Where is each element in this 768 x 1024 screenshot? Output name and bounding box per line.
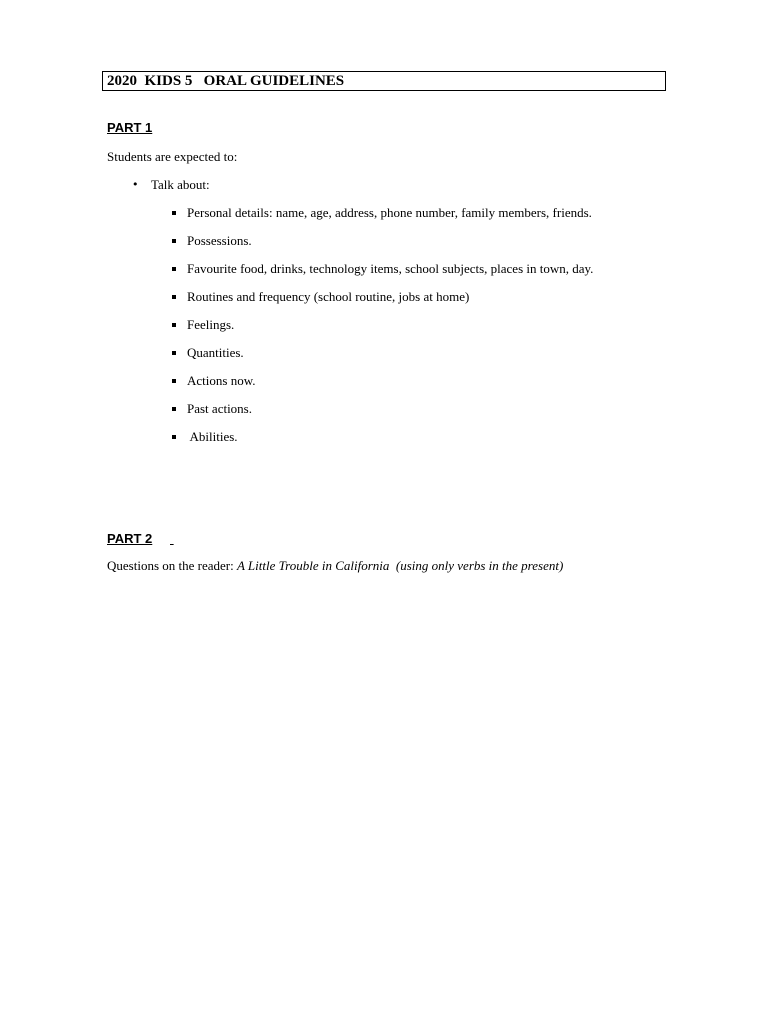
square-bullet-icon bbox=[172, 351, 176, 355]
topic-item: Feelings. bbox=[187, 317, 235, 332]
topic-item: Abilities. bbox=[187, 429, 238, 444]
talk-about-label: Talk about: bbox=[151, 177, 210, 192]
square-bullet-icon bbox=[172, 239, 176, 243]
topic-item: Routines and frequency (school routine, jobs at home) bbox=[187, 289, 470, 304]
topic-item: Quantities. bbox=[187, 345, 244, 360]
topic-item: Past actions. bbox=[187, 401, 252, 416]
question-prefix: Questions on the reader: bbox=[107, 558, 237, 573]
square-bullet-icon bbox=[172, 379, 176, 383]
part2-trailing-underline bbox=[170, 531, 174, 547]
topic-item: Favourite food, drinks, technology items, school subjects, places in town, day. bbox=[187, 261, 594, 276]
topic-item: Actions now. bbox=[187, 373, 256, 388]
part2-question bbox=[107, 558, 563, 574]
document-title: 2020 KIDS 5 ORAL GUIDELINES bbox=[102, 71, 666, 91]
square-bullet-icon bbox=[172, 267, 176, 271]
square-bullet-icon bbox=[172, 407, 176, 411]
topic-item: Possessions. bbox=[187, 233, 252, 248]
part1-intro: Students are expected to: bbox=[107, 149, 238, 164]
part2-heading: PART 2 bbox=[107, 531, 153, 546]
square-bullet-icon bbox=[172, 295, 176, 299]
square-bullet-icon bbox=[172, 435, 176, 439]
square-bullet-icon bbox=[172, 323, 176, 327]
topic-item: Personal details: name, age, address, phone number, family members, friends. bbox=[187, 205, 592, 220]
square-bullet-icon bbox=[172, 211, 176, 215]
book-title: A Little Trouble in California bbox=[236, 558, 390, 573]
part1-heading: PART 1 bbox=[107, 120, 153, 135]
bullet-dot-icon: • bbox=[132, 178, 139, 191]
question-note: (using only verbs in the present) bbox=[389, 558, 564, 573]
